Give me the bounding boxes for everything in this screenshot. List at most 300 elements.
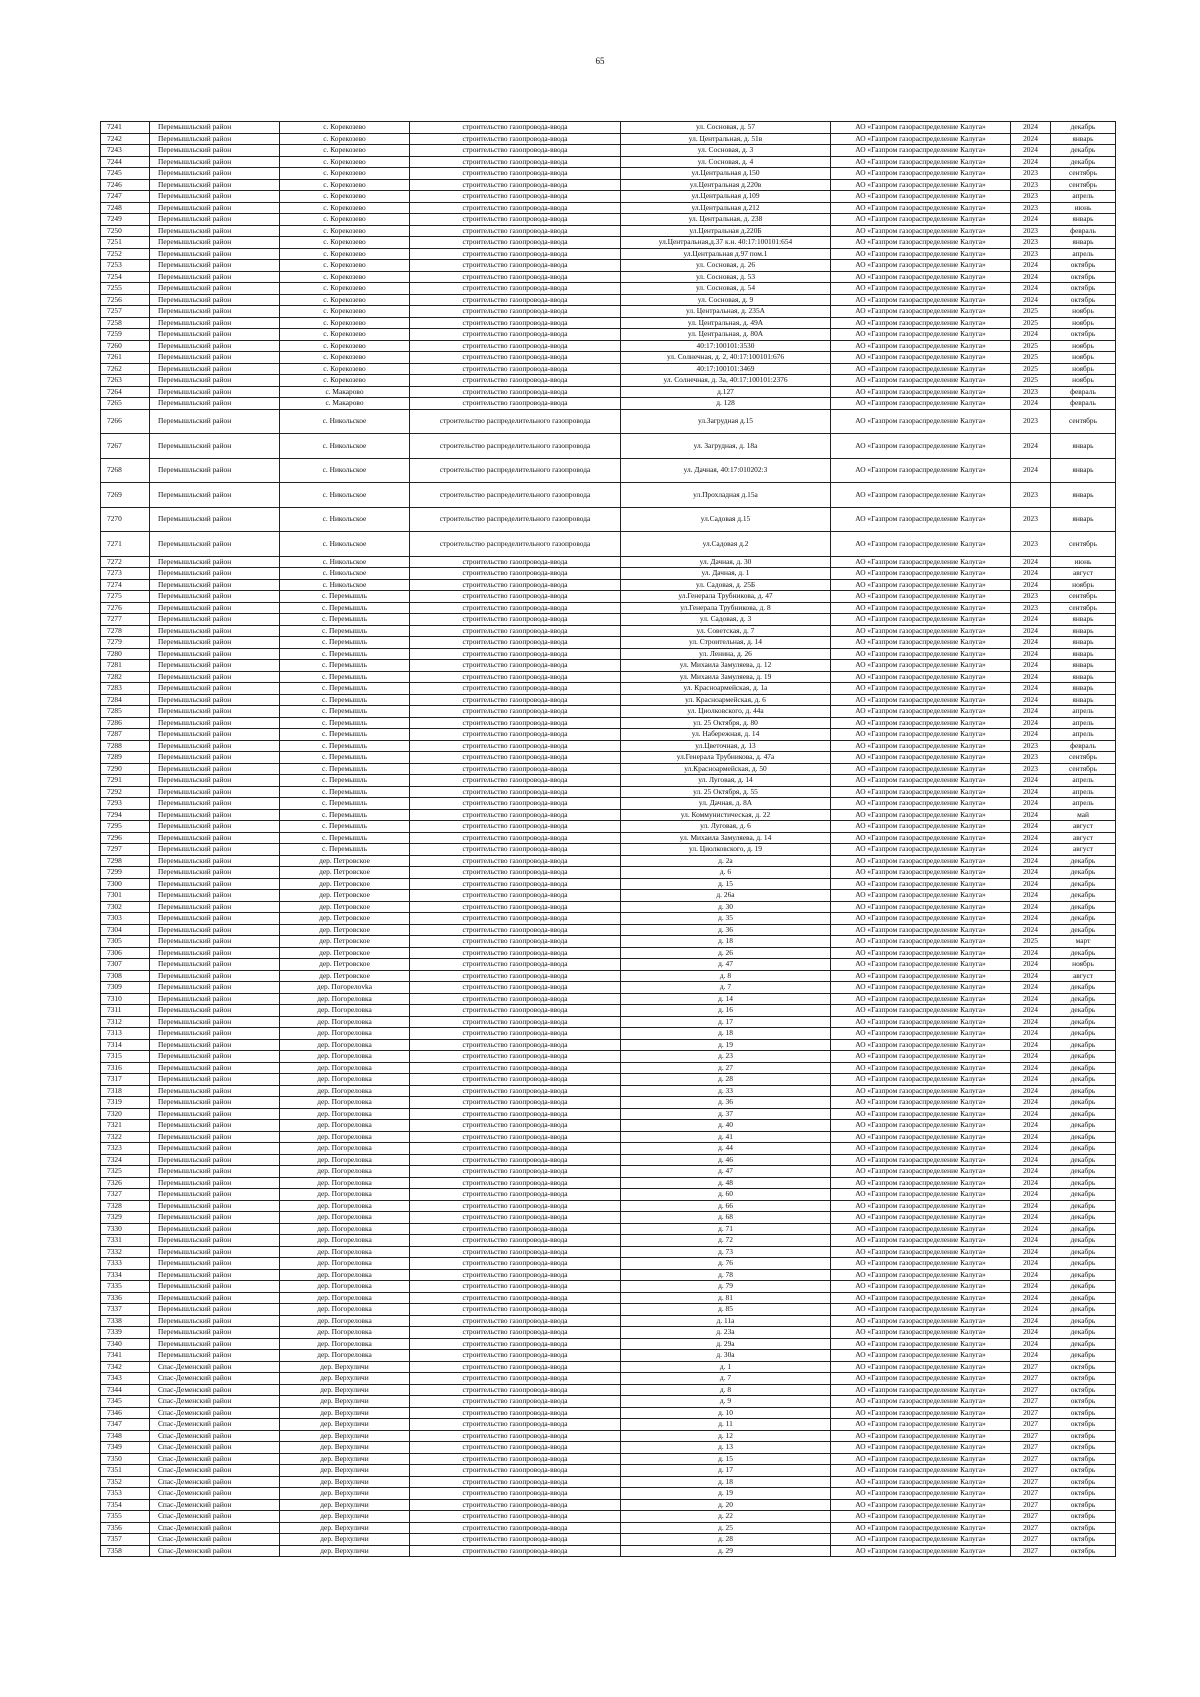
month-cell: январь bbox=[1051, 625, 1116, 637]
settlement-cell: с. Перемышль bbox=[280, 717, 410, 729]
row-number: 7260 bbox=[101, 340, 150, 352]
organization-cell: АО «Газпром газораспределение Калуга» bbox=[831, 1534, 1011, 1546]
month-cell: сентябрь bbox=[1051, 179, 1116, 191]
row-number: 7352 bbox=[101, 1476, 150, 1488]
month-cell: январь bbox=[1051, 648, 1116, 660]
organization-cell: АО «Газпром газораспределение Калуга» bbox=[831, 260, 1011, 272]
table-row bbox=[101, 1522, 1116, 1534]
organization-cell: АО «Газпром газораспределение Калуга» bbox=[831, 1338, 1011, 1350]
district-cell: Перемышльский район bbox=[150, 1281, 280, 1293]
month-cell: январь bbox=[1051, 458, 1116, 483]
district-cell: Перемышльский район bbox=[150, 1223, 280, 1235]
work-type-cell: строительство газопровода-ввода bbox=[410, 1143, 621, 1155]
table-row bbox=[101, 532, 1116, 557]
work-type-cell: строительство газопровода-ввода bbox=[410, 1085, 621, 1097]
settlement-cell: с. Корекозево bbox=[280, 260, 410, 272]
table-row bbox=[101, 1189, 1116, 1201]
district-cell: Перемышльский район bbox=[150, 202, 280, 214]
table-row bbox=[101, 1051, 1116, 1063]
address-cell: д. 18 bbox=[621, 1028, 831, 1040]
address-cell: ул.Прохладная д.15а bbox=[621, 483, 831, 508]
row-number: 7279 bbox=[101, 637, 150, 649]
year-cell: 2025 bbox=[1011, 340, 1051, 352]
month-cell: ноябрь bbox=[1051, 317, 1116, 329]
year-cell: 2027 bbox=[1011, 1522, 1051, 1534]
month-cell: декабрь bbox=[1051, 1200, 1116, 1212]
year-cell: 2024 bbox=[1011, 901, 1051, 913]
month-cell: ноябрь bbox=[1051, 579, 1116, 591]
address-cell: ул. Дачная, 40:17:010202:3 bbox=[621, 458, 831, 483]
organization-cell: АО «Газпром газораспределение Калуга» bbox=[831, 890, 1011, 902]
address-cell: д. 72 bbox=[621, 1235, 831, 1247]
settlement-cell: с. Перемышль bbox=[280, 775, 410, 787]
work-type-cell: строительство газопровода-ввода bbox=[410, 982, 621, 994]
work-type-cell: строительство газопровода-ввода bbox=[410, 740, 621, 752]
year-cell: 2023 bbox=[1011, 532, 1051, 557]
year-cell: 2024 bbox=[1011, 729, 1051, 741]
table-row bbox=[101, 1223, 1116, 1235]
organization-cell: АО «Газпром газораспределение Калуга» bbox=[831, 145, 1011, 157]
settlement-cell: дер. Погореловка bbox=[280, 1005, 410, 1017]
work-type-cell: строительство газопровода-ввода bbox=[410, 179, 621, 191]
settlement-cell: с. Корекозево bbox=[280, 179, 410, 191]
row-number: 7273 bbox=[101, 568, 150, 580]
district-cell: Перемышльский район bbox=[150, 1131, 280, 1143]
table-row bbox=[101, 483, 1116, 508]
organization-cell: АО «Газпром газораспределение Калуга» bbox=[831, 1235, 1011, 1247]
table-row bbox=[101, 1499, 1116, 1511]
address-cell: ул. Сосновая, д. 9 bbox=[621, 294, 831, 306]
district-cell: Перемышльский район bbox=[150, 1051, 280, 1063]
row-number: 7322 bbox=[101, 1131, 150, 1143]
year-cell: 2024 bbox=[1011, 1028, 1051, 1040]
settlement-cell: дер. Погореловка bbox=[280, 1292, 410, 1304]
month-cell: декабрь bbox=[1051, 1235, 1116, 1247]
table-row bbox=[101, 1430, 1116, 1442]
settlement-cell: дер. Верхуличи bbox=[280, 1453, 410, 1465]
year-cell: 2024 bbox=[1011, 959, 1051, 971]
month-cell: октябрь bbox=[1051, 1407, 1116, 1419]
work-type-cell: строительство газопровода-ввода bbox=[410, 660, 621, 672]
district-cell: Перемышльский район bbox=[150, 1246, 280, 1258]
work-type-cell: строительство газопровода-ввода bbox=[410, 237, 621, 249]
district-cell: Перемышльский район bbox=[150, 283, 280, 295]
table-row bbox=[101, 317, 1116, 329]
work-type-cell: строительство газопровода-ввода bbox=[410, 1361, 621, 1373]
work-type-cell: строительство газопровода-ввода bbox=[410, 1453, 621, 1465]
district-cell: Перемышльский район bbox=[150, 260, 280, 272]
work-type-cell: строительство газопровода-ввода bbox=[410, 775, 621, 787]
district-cell: Перемышльский район bbox=[150, 637, 280, 649]
district-cell: Перемышльский район bbox=[150, 1292, 280, 1304]
organization-cell: АО «Газпром газораспределение Калуга» bbox=[831, 729, 1011, 741]
table-row bbox=[101, 133, 1116, 145]
district-cell: Перемышльский район bbox=[150, 191, 280, 203]
settlement-cell: с. Перемышль bbox=[280, 591, 410, 603]
row-number: 7303 bbox=[101, 913, 150, 925]
organization-cell: АО «Газпром газораспределение Калуга» bbox=[831, 1327, 1011, 1339]
work-type-cell: строительство газопровода-ввода bbox=[410, 913, 621, 925]
row-number: 7299 bbox=[101, 867, 150, 879]
settlement-cell: с. Перемышль bbox=[280, 729, 410, 741]
table-row bbox=[101, 398, 1116, 410]
address-cell: ул.Центральная д.220Б bbox=[621, 225, 831, 237]
organization-cell: АО «Газпром газораспределение Калуга» bbox=[831, 352, 1011, 364]
month-cell: декабрь bbox=[1051, 1120, 1116, 1132]
organization-cell: АО «Газпром газораспределение Калуга» bbox=[831, 844, 1011, 856]
settlement-cell: с. Перемышль bbox=[280, 798, 410, 810]
month-cell: декабрь bbox=[1051, 913, 1116, 925]
row-number: 7274 bbox=[101, 579, 150, 591]
address-cell: ул.Садовая д.2 bbox=[621, 532, 831, 557]
work-type-cell: строительство газопровода-ввода bbox=[410, 579, 621, 591]
address-cell: ул. Коммунистическая, д. 22 bbox=[621, 809, 831, 821]
row-number: 7331 bbox=[101, 1235, 150, 1247]
address-cell: д. 47 bbox=[621, 1166, 831, 1178]
organization-cell: АО «Газпром газораспределение Калуга» bbox=[831, 660, 1011, 672]
year-cell: 2024 bbox=[1011, 1292, 1051, 1304]
organization-cell: АО «Газпром газораспределение Калуга» bbox=[831, 786, 1011, 798]
district-cell: Перемышльский район bbox=[150, 1235, 280, 1247]
address-cell: д. 46 bbox=[621, 1154, 831, 1166]
settlement-cell: с. Корекозево bbox=[280, 214, 410, 226]
row-number: 7301 bbox=[101, 890, 150, 902]
organization-cell: АО «Газпром газораспределение Калуга» bbox=[831, 386, 1011, 398]
district-cell: Перемышльский район bbox=[150, 1177, 280, 1189]
settlement-cell: дер. Погореловка bbox=[280, 1143, 410, 1155]
month-cell: декабрь bbox=[1051, 1085, 1116, 1097]
row-number: 7285 bbox=[101, 706, 150, 718]
table-row bbox=[101, 947, 1116, 959]
table-row bbox=[101, 363, 1116, 375]
year-cell: 2023 bbox=[1011, 483, 1051, 508]
month-cell: июнь bbox=[1051, 202, 1116, 214]
address-cell: д. 47 bbox=[621, 959, 831, 971]
work-type-cell: строительство газопровода-ввода bbox=[410, 283, 621, 295]
address-cell: ул.Центральная д.109 bbox=[621, 191, 831, 203]
month-cell: октябрь bbox=[1051, 1488, 1116, 1500]
table-row bbox=[101, 913, 1116, 925]
settlement-cell: дер. Верхуличи bbox=[280, 1522, 410, 1534]
organization-cell: АО «Газпром газораспределение Калуга» bbox=[831, 458, 1011, 483]
month-cell: январь bbox=[1051, 483, 1116, 508]
table-row bbox=[101, 306, 1116, 318]
organization-cell: АО «Газпром газораспределение Калуга» bbox=[831, 855, 1011, 867]
table-row bbox=[101, 156, 1116, 168]
month-cell: декабрь bbox=[1051, 1051, 1116, 1063]
address-cell: д. 23а bbox=[621, 1327, 831, 1339]
month-cell: июнь bbox=[1051, 556, 1116, 568]
year-cell: 2024 bbox=[1011, 694, 1051, 706]
month-cell: ноябрь bbox=[1051, 352, 1116, 364]
organization-cell: АО «Газпром газораспределение Калуга» bbox=[831, 1177, 1011, 1189]
district-cell: Перемышльский район bbox=[150, 694, 280, 706]
organization-cell: АО «Газпром газораспределение Калуга» bbox=[831, 248, 1011, 260]
month-cell: январь bbox=[1051, 660, 1116, 672]
address-cell: д.127 bbox=[621, 386, 831, 398]
year-cell: 2024 bbox=[1011, 260, 1051, 272]
month-cell: апрель bbox=[1051, 775, 1116, 787]
table-row bbox=[101, 809, 1116, 821]
work-type-cell: строительство газопровода-ввода bbox=[410, 1465, 621, 1477]
table-row bbox=[101, 1384, 1116, 1396]
settlement-cell: с. Корекозево bbox=[280, 237, 410, 249]
work-type-cell: строительство газопровода-ввода bbox=[410, 1269, 621, 1281]
table-row bbox=[101, 168, 1116, 180]
address-cell: ул. Центральная, д. 51в bbox=[621, 133, 831, 145]
month-cell: январь bbox=[1051, 671, 1116, 683]
work-type-cell: строительство газопровода-ввода bbox=[410, 1258, 621, 1270]
organization-cell: АО «Газпром газораспределение Калуга» bbox=[831, 329, 1011, 341]
month-cell: декабрь bbox=[1051, 1062, 1116, 1074]
table-row bbox=[101, 855, 1116, 867]
organization-cell: АО «Газпром газораспределение Калуга» bbox=[831, 532, 1011, 557]
month-cell: декабрь bbox=[1051, 1292, 1116, 1304]
work-type-cell: строительство газопровода-ввода bbox=[410, 271, 621, 283]
table-row bbox=[101, 1304, 1116, 1316]
row-number: 7275 bbox=[101, 591, 150, 603]
month-cell: декабрь bbox=[1051, 1166, 1116, 1178]
table-row bbox=[101, 225, 1116, 237]
year-cell: 2027 bbox=[1011, 1488, 1051, 1500]
organization-cell: АО «Газпром газораспределение Калуга» bbox=[831, 752, 1011, 764]
organization-cell: АО «Газпром газораспределение Калуга» bbox=[831, 1350, 1011, 1362]
row-number: 7250 bbox=[101, 225, 150, 237]
year-cell: 2027 bbox=[1011, 1419, 1051, 1431]
month-cell: апрель bbox=[1051, 706, 1116, 718]
district-cell: Перемышльский район bbox=[150, 1085, 280, 1097]
month-cell: октябрь bbox=[1051, 294, 1116, 306]
district-cell: Перемышльский район bbox=[150, 458, 280, 483]
month-cell: апрель bbox=[1051, 798, 1116, 810]
organization-cell: АО «Газпром газораспределение Калуга» bbox=[831, 1430, 1011, 1442]
settlement-cell: дер. Погореловка bbox=[280, 1097, 410, 1109]
address-cell: ул.Генерала Трубникова, д. 47а bbox=[621, 752, 831, 764]
table-row bbox=[101, 1396, 1116, 1408]
settlement-cell: с. Никольское bbox=[280, 556, 410, 568]
settlement-cell: с. Перемышль bbox=[280, 821, 410, 833]
month-cell: октябрь bbox=[1051, 1419, 1116, 1431]
district-cell: Спас-Деменский район bbox=[150, 1522, 280, 1534]
table-row bbox=[101, 191, 1116, 203]
work-type-cell: строительство газопровода-ввода bbox=[410, 1534, 621, 1546]
settlement-cell: дер. Погореловка bbox=[280, 1062, 410, 1074]
organization-cell: АО «Газпром газораспределение Калуга» bbox=[831, 507, 1011, 532]
organization-cell: АО «Газпром газораспределение Калуга» bbox=[831, 694, 1011, 706]
work-type-cell: строительство газопровода-ввода bbox=[410, 717, 621, 729]
work-type-cell: строительство газопровода-ввода bbox=[410, 1476, 621, 1488]
district-cell: Перемышльский район bbox=[150, 1189, 280, 1201]
organization-cell: АО «Газпром газораспределение Калуга» bbox=[831, 1476, 1011, 1488]
work-type-cell: строительство газопровода-ввода bbox=[410, 375, 621, 387]
year-cell: 2025 bbox=[1011, 363, 1051, 375]
settlement-cell: дер. Петровское bbox=[280, 855, 410, 867]
address-cell: д. 66 bbox=[621, 1200, 831, 1212]
address-cell: ул. Циолковского, д. 19 bbox=[621, 844, 831, 856]
organization-cell: АО «Газпром газораспределение Калуга» bbox=[831, 1511, 1011, 1523]
settlement-cell: дер. Верхуличи bbox=[280, 1499, 410, 1511]
year-cell: 2024 bbox=[1011, 993, 1051, 1005]
row-number: 7343 bbox=[101, 1373, 150, 1385]
district-cell: Перемышльский район bbox=[150, 832, 280, 844]
work-type-cell: строительство газопровода-ввода bbox=[410, 763, 621, 775]
settlement-cell: с. Перемышль bbox=[280, 683, 410, 695]
row-number: 7335 bbox=[101, 1281, 150, 1293]
work-type-cell: строительство газопровода-ввода bbox=[410, 614, 621, 626]
district-cell: Перемышльский район bbox=[150, 532, 280, 557]
row-number: 7256 bbox=[101, 294, 150, 306]
settlement-cell: дер. Верхуличи bbox=[280, 1384, 410, 1396]
table-row bbox=[101, 740, 1116, 752]
district-cell: Спас-Деменский район bbox=[150, 1419, 280, 1431]
year-cell: 2024 bbox=[1011, 867, 1051, 879]
table-row bbox=[101, 982, 1116, 994]
row-number: 7305 bbox=[101, 936, 150, 948]
row-number: 7246 bbox=[101, 179, 150, 191]
district-cell: Спас-Деменский район bbox=[150, 1511, 280, 1523]
organization-cell: АО «Газпром газораспределение Калуга» bbox=[831, 1465, 1011, 1477]
month-cell: октябрь bbox=[1051, 329, 1116, 341]
district-cell: Перемышльский район bbox=[150, 375, 280, 387]
row-number: 7357 bbox=[101, 1534, 150, 1546]
month-cell: сентябрь bbox=[1051, 763, 1116, 775]
address-cell: ул. Сосновая, д. 3 bbox=[621, 145, 831, 157]
organization-cell: АО «Газпром газораспределение Калуга» bbox=[831, 1419, 1011, 1431]
organization-cell: АО «Газпром газораспределение Калуга» bbox=[831, 924, 1011, 936]
row-number: 7243 bbox=[101, 145, 150, 157]
month-cell: сентябрь bbox=[1051, 532, 1116, 557]
row-number: 7252 bbox=[101, 248, 150, 260]
year-cell: 2025 bbox=[1011, 936, 1051, 948]
row-number: 7307 bbox=[101, 959, 150, 971]
row-number: 7258 bbox=[101, 317, 150, 329]
district-cell: Спас-Деменский район bbox=[150, 1499, 280, 1511]
year-cell: 2027 bbox=[1011, 1407, 1051, 1419]
work-type-cell: строительство газопровода-ввода bbox=[410, 867, 621, 879]
organization-cell: АО «Газпром газораспределение Калуга» bbox=[831, 867, 1011, 879]
work-type-cell: строительство газопровода-ввода bbox=[410, 694, 621, 706]
address-cell: д. 14 bbox=[621, 993, 831, 1005]
work-type-cell: строительство газопровода-ввода bbox=[410, 168, 621, 180]
district-cell: Перемышльский район bbox=[150, 1269, 280, 1281]
row-number: 7259 bbox=[101, 329, 150, 341]
organization-cell: АО «Газпром газораспределение Калуга» bbox=[831, 959, 1011, 971]
row-number: 7298 bbox=[101, 855, 150, 867]
organization-cell: АО «Газпром газораспределение Калуга» bbox=[831, 832, 1011, 844]
row-number: 7312 bbox=[101, 1016, 150, 1028]
row-number: 7319 bbox=[101, 1097, 150, 1109]
settlement-cell: дер. Верхуличи bbox=[280, 1430, 410, 1442]
settlement-cell: с. Корекозево bbox=[280, 283, 410, 295]
month-cell: декабрь bbox=[1051, 947, 1116, 959]
row-number: 7321 bbox=[101, 1120, 150, 1132]
district-cell: Перемышльский район bbox=[150, 890, 280, 902]
year-cell: 2024 bbox=[1011, 1062, 1051, 1074]
settlement-cell: с. Перемышль bbox=[280, 625, 410, 637]
settlement-cell: дер. Погореловка bbox=[280, 1131, 410, 1143]
organization-cell: АО «Газпром газораспределение Калуга» bbox=[831, 168, 1011, 180]
table-row bbox=[101, 1235, 1116, 1247]
year-cell: 2024 bbox=[1011, 1338, 1051, 1350]
address-cell: ул. Дачная, д. 30 bbox=[621, 556, 831, 568]
table-row bbox=[101, 237, 1116, 249]
settlement-cell: с. Перемышль bbox=[280, 614, 410, 626]
year-cell: 2023 bbox=[1011, 168, 1051, 180]
settlement-cell: с. Корекозево bbox=[280, 352, 410, 364]
table-row bbox=[101, 1016, 1116, 1028]
row-number: 7261 bbox=[101, 352, 150, 364]
row-number: 7290 bbox=[101, 763, 150, 775]
settlement-cell: с. Перемышль bbox=[280, 752, 410, 764]
month-cell: сентябрь bbox=[1051, 168, 1116, 180]
settlement-cell: с. Корекозево bbox=[280, 340, 410, 352]
year-cell: 2023 bbox=[1011, 591, 1051, 603]
address-cell: ул. Центральная, д. 235А bbox=[621, 306, 831, 318]
month-cell: декабрь bbox=[1051, 1039, 1116, 1051]
year-cell: 2024 bbox=[1011, 1039, 1051, 1051]
organization-cell: АО «Газпром газораспределение Калуга» bbox=[831, 1499, 1011, 1511]
row-number: 7338 bbox=[101, 1315, 150, 1327]
month-cell: октябрь bbox=[1051, 1396, 1116, 1408]
month-cell: январь bbox=[1051, 614, 1116, 626]
table-row bbox=[101, 1419, 1116, 1431]
month-cell: декабрь bbox=[1051, 1350, 1116, 1362]
work-type-cell: строительство газопровода-ввода bbox=[410, 122, 621, 134]
settlement-cell: дер. Петровское bbox=[280, 970, 410, 982]
month-cell: сентябрь bbox=[1051, 591, 1116, 603]
work-type-cell: строительство газопровода-ввода bbox=[410, 1281, 621, 1293]
row-number: 7314 bbox=[101, 1039, 150, 1051]
address-cell: д. 79 bbox=[621, 1281, 831, 1293]
month-cell: декабрь bbox=[1051, 1246, 1116, 1258]
settlement-cell: с. Перемышль bbox=[280, 706, 410, 718]
district-cell: Спас-Деменский район bbox=[150, 1488, 280, 1500]
table-row bbox=[101, 1097, 1116, 1109]
row-number: 7272 bbox=[101, 556, 150, 568]
work-type-cell: строительство газопровода-ввода bbox=[410, 1430, 621, 1442]
organization-cell: АО «Газпром газораспределение Калуга» bbox=[831, 1154, 1011, 1166]
row-number: 7255 bbox=[101, 283, 150, 295]
district-cell: Перемышльский район bbox=[150, 1074, 280, 1086]
address-cell: ул. Загрудная, д. 18а bbox=[621, 434, 831, 459]
table-row bbox=[101, 1028, 1116, 1040]
table-row bbox=[101, 786, 1116, 798]
organization-cell: АО «Газпром газораспределение Калуга» bbox=[831, 409, 1011, 434]
organization-cell: АО «Газпром газораспределение Калуга» bbox=[831, 1488, 1011, 1500]
month-cell: декабрь bbox=[1051, 1143, 1116, 1155]
organization-cell: АО «Газпром газораспределение Калуга» bbox=[831, 1005, 1011, 1017]
row-number: 7316 bbox=[101, 1062, 150, 1074]
settlement-cell: дер. Петровское bbox=[280, 947, 410, 959]
district-cell: Перемышльский район bbox=[150, 386, 280, 398]
month-cell: декабрь bbox=[1051, 1327, 1116, 1339]
organization-cell: АО «Газпром газораспределение Калуга» bbox=[831, 913, 1011, 925]
address-cell: д. 9 bbox=[621, 1396, 831, 1408]
work-type-cell: строительство распределительного газопровода bbox=[410, 507, 621, 532]
table-row bbox=[101, 214, 1116, 226]
month-cell: октябрь bbox=[1051, 1384, 1116, 1396]
district-cell: Спас-Деменский район bbox=[150, 1545, 280, 1557]
district-cell: Спас-Деменский район bbox=[150, 1373, 280, 1385]
table-row bbox=[101, 1442, 1116, 1454]
district-cell: Перемышльский район bbox=[150, 352, 280, 364]
year-cell: 2024 bbox=[1011, 1246, 1051, 1258]
table-row bbox=[101, 1534, 1116, 1546]
organization-cell: АО «Газпром газораспределение Калуга» bbox=[831, 591, 1011, 603]
settlement-cell: дер. Погореловка bbox=[280, 1120, 410, 1132]
organization-cell: АО «Газпром газораспределение Калуга» bbox=[831, 809, 1011, 821]
year-cell: 2024 bbox=[1011, 706, 1051, 718]
